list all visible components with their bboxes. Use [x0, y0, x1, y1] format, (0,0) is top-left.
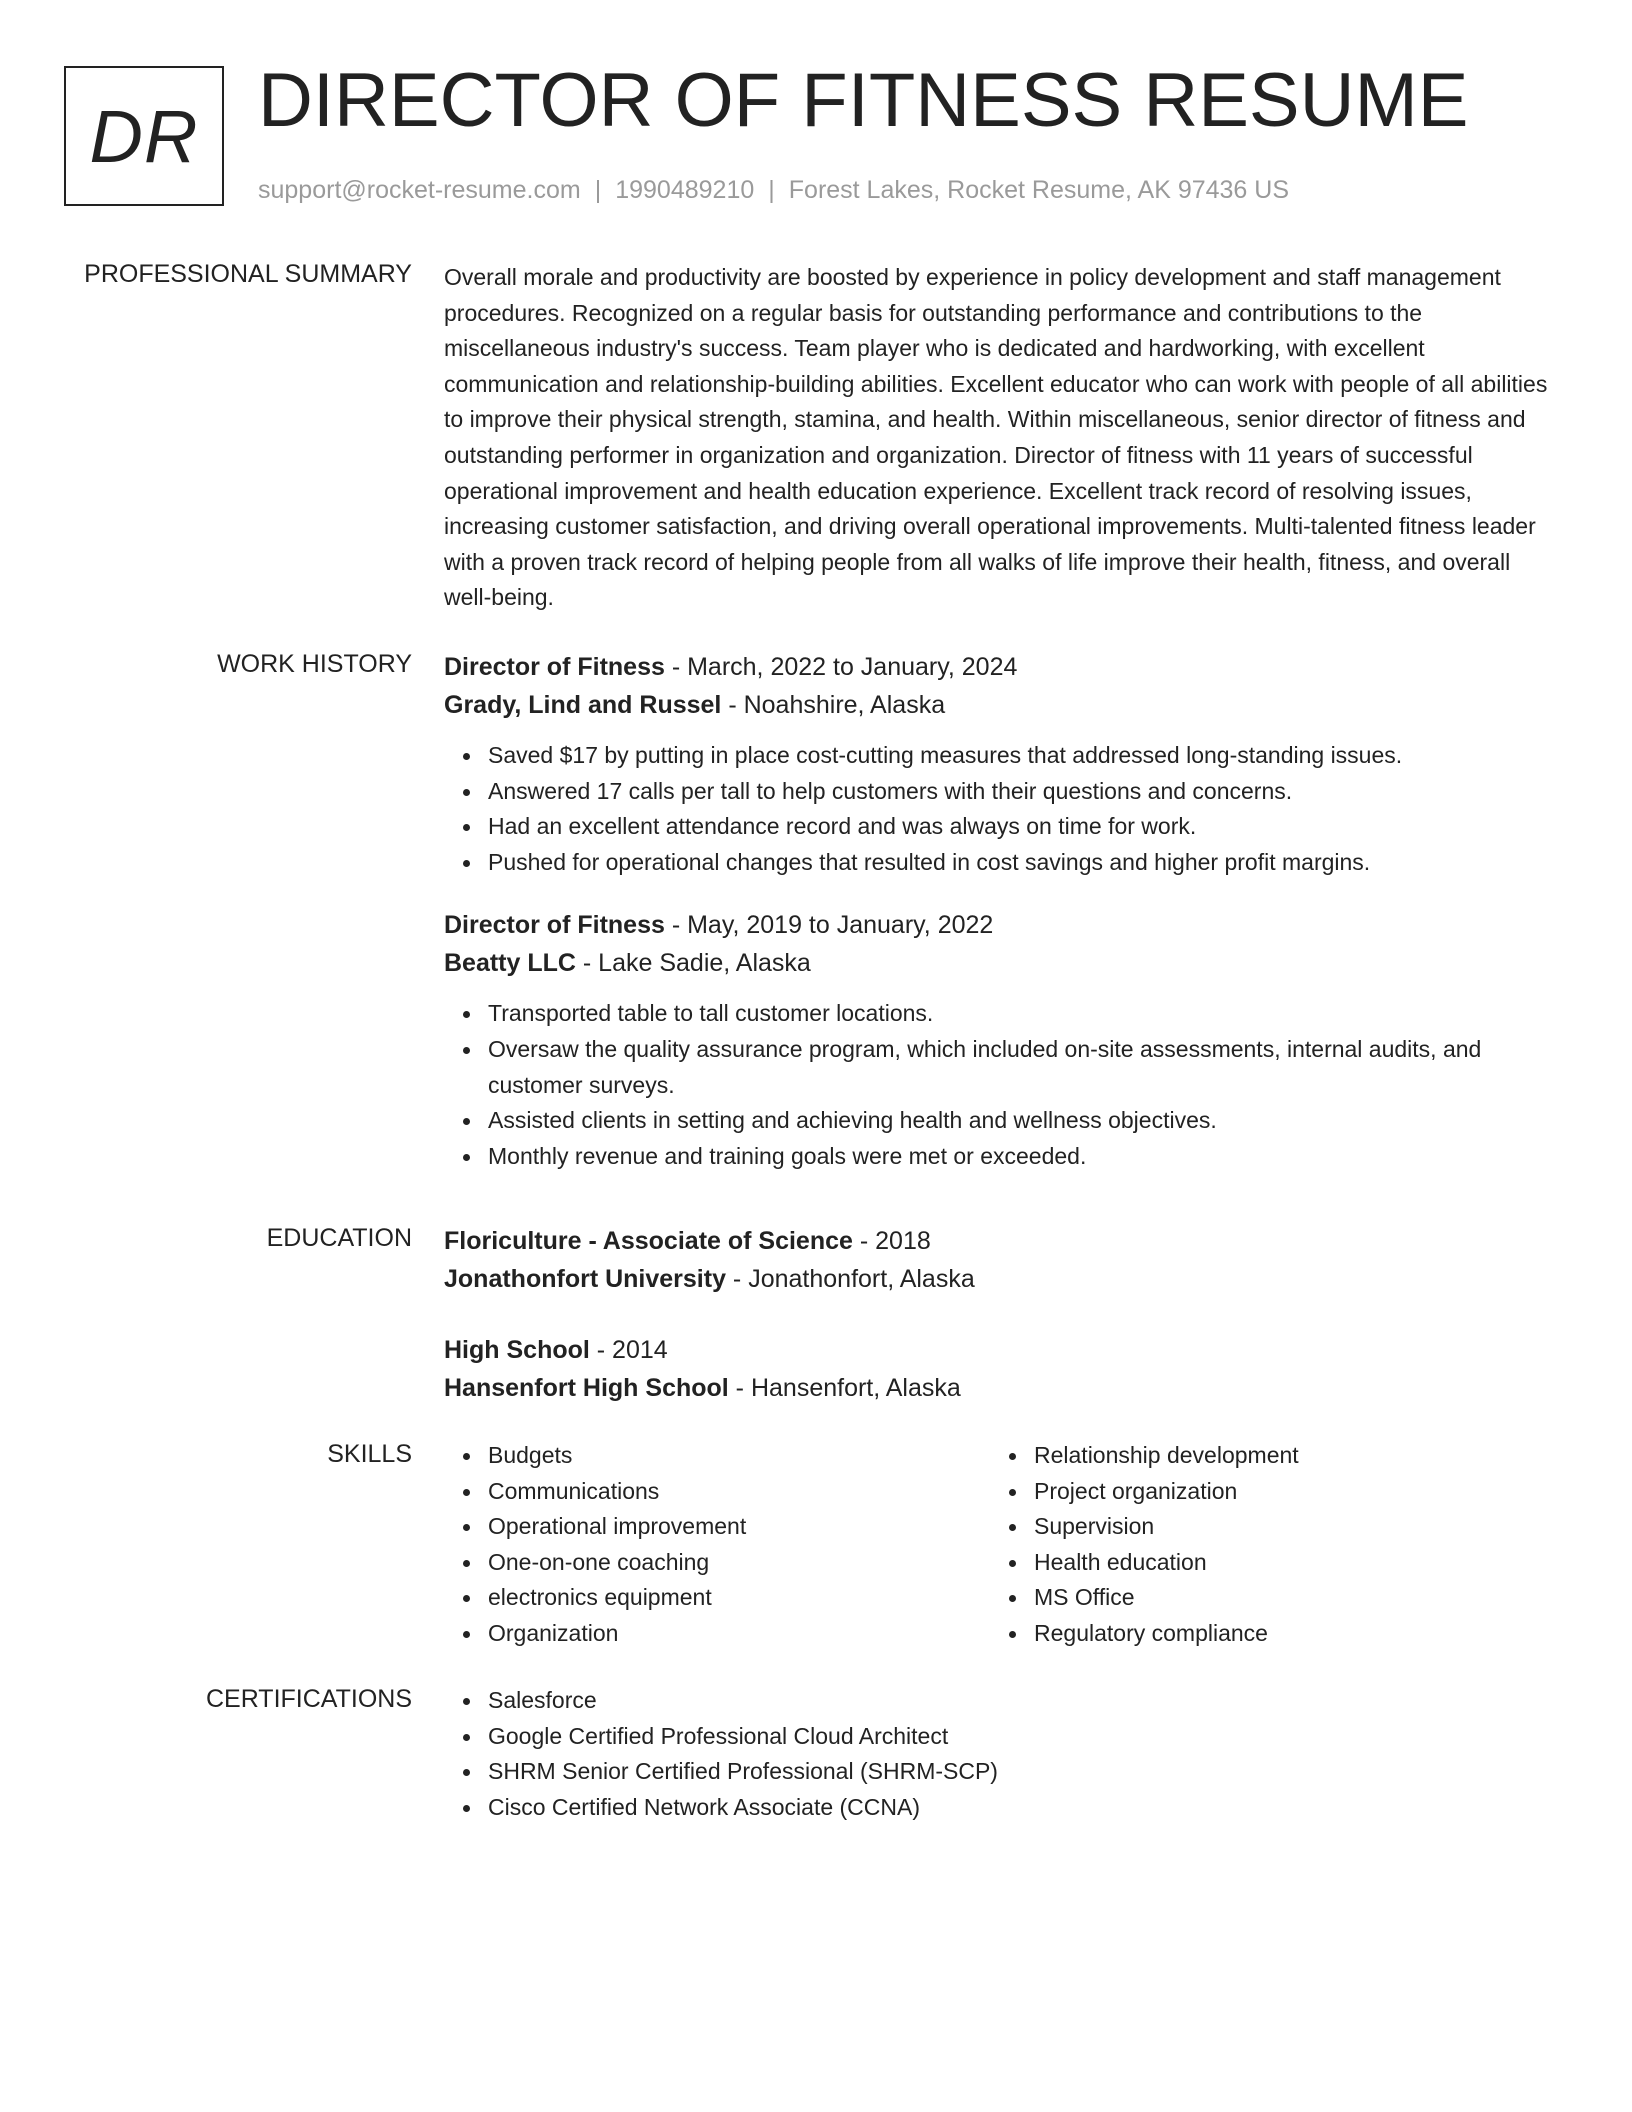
education-school-line — [444, 1369, 1560, 1407]
job-title-line — [444, 648, 1560, 686]
contact-line — [258, 174, 1289, 206]
summary-body — [444, 260, 1560, 616]
job-bullet: Pushed for operational changes that resulted in cost savings and higher profit margins. — [488, 845, 1560, 881]
job-company: Beatty LLC — [444, 949, 576, 978]
education-degree: High School — [444, 1336, 590, 1364]
skills-column-right — [990, 1438, 1536, 1652]
skills-list — [990, 1438, 1536, 1652]
job-bullet: Monthly revenue and training goals were met or exceeded. — [488, 1139, 1560, 1175]
skill-item: MS Office — [1034, 1580, 1536, 1616]
education-degree-line — [444, 1331, 1560, 1369]
job-title: Director of Fitness — [444, 911, 665, 940]
education-degree-line — [444, 1222, 1560, 1260]
certification-item: Cisco Certified Network Associate (CCNA) — [488, 1790, 1560, 1826]
education-location: - Hansenfort, Alaska — [728, 1374, 961, 1402]
education-location: - Jonathonfort, Alaska — [725, 1265, 975, 1293]
job-bullet: Answered 17 calls per tall to help customers with their questions and concerns. — [488, 774, 1560, 810]
job-entry — [444, 648, 1560, 880]
skill-item: Health education — [1034, 1545, 1536, 1581]
skill-item: Relationship development — [1034, 1438, 1536, 1474]
job-location: - Noahshire, Alaska — [721, 691, 946, 719]
education-school-line — [444, 1260, 1560, 1298]
skill-item: Project organization — [1034, 1474, 1536, 1510]
job-bullet: Saved $17 by putting in place cost-cutting measures that addressed long-standing issues. — [488, 738, 1560, 774]
certification-item: Salesforce — [488, 1683, 1560, 1719]
skills-columns — [444, 1438, 1560, 1652]
certification-item: Google Certified Professional Cloud Architect — [488, 1719, 1560, 1755]
job-bullet: Oversaw the quality assurance program, which included on-site assessments, internal audits, and customer surveys. — [488, 1032, 1560, 1103]
skills-column-left — [444, 1438, 990, 1652]
skill-item: One-on-one coaching — [488, 1545, 990, 1581]
section-label-skills: SKILLS — [327, 1440, 412, 1468]
education-school: Hansenfort High School — [444, 1374, 729, 1402]
education-entry — [444, 1331, 1560, 1407]
job-company-line — [444, 944, 1560, 982]
education-school: Jonathonfort University — [444, 1265, 726, 1293]
resume-title: DIRECTOR OF FITNESS RESUME — [258, 58, 1469, 143]
skill-item: Supervision — [1034, 1509, 1536, 1545]
section-label-certifications: CERTIFICATIONS — [205, 1685, 412, 1713]
job-location: - Lake Sadie, Alaska — [575, 949, 811, 978]
section-label-education: EDUCATION — [266, 1224, 412, 1252]
job-bullets — [444, 996, 1560, 1174]
certifications-body — [444, 1683, 1560, 1825]
skill-item: Communications — [488, 1474, 990, 1510]
skill-item: Regulatory compliance — [1034, 1616, 1536, 1652]
job-company: Grady, Lind and Russel — [444, 691, 722, 719]
education-degree: Floriculture - Associate of Science — [444, 1227, 853, 1255]
job-bullet: Assisted clients in setting and achieving health and wellness objectives. — [488, 1103, 1560, 1139]
skill-item: Organization — [488, 1616, 990, 1652]
job-bullet: Transported table to tall customer locations. — [488, 996, 1560, 1032]
skill-item: electronics equipment — [488, 1580, 990, 1616]
job-title: Director of Fitness — [444, 653, 665, 681]
skills-body — [444, 1438, 1560, 1652]
contact-separator: | — [594, 176, 602, 204]
job-company-line — [444, 686, 1560, 724]
education-year: - 2018 — [852, 1227, 931, 1255]
certification-item: SHRM Senior Certified Professional (SHRM-SCP) — [488, 1754, 1560, 1790]
job-dates: - March, 2022 to January, 2024 — [664, 653, 1018, 681]
job-title-line — [444, 906, 1560, 944]
contact-email: support@rocket-resume.com — [258, 176, 581, 204]
certifications-list — [444, 1683, 1560, 1825]
skill-item: Budgets — [488, 1438, 990, 1474]
monogram-box — [64, 66, 224, 206]
education-body — [444, 1222, 1560, 1407]
monogram-initials: DR — [89, 94, 199, 178]
job-bullets — [444, 738, 1560, 880]
contact-phone: 1990489210 — [615, 176, 755, 204]
summary-text: Overall morale and productivity are boosted by experience in policy development and staff management procedures. Recognized on a regular basis for outstanding performance and contributions to the miscellaneous industry's success. Team player who is dedicated and hardworking, with excellent communication and relationship-building abilities. Excellent educator who can work with people of all abilities to improve their physical strength, stamina, and health. Within miscellaneous, senior director of fitness and outstanding performer in organization and organization. Director of fitness with 11 years of successful operational improvement and health education experience. Excellent track record of resolving issues, increasing customer satisfaction, and driving overall operational improvements. Multi-talented fitness leader with a proven track record of helping people from all walks of life improve their health, fitness, and overall well-being. — [444, 264, 1548, 611]
section-label-summary: PROFESSIONAL SUMMARY — [84, 260, 412, 288]
job-dates: - May, 2019 to January, 2022 — [664, 911, 994, 940]
work-history-body — [444, 648, 1560, 1174]
education-entry — [444, 1222, 1560, 1298]
education-year: - 2014 — [589, 1336, 668, 1364]
contact-address: Forest Lakes, Rocket Resume, AK 97436 US — [788, 176, 1290, 204]
skill-item: Operational improvement — [488, 1509, 990, 1545]
job-bullet: Had an excellent attendance record and was always on time for work. — [488, 809, 1560, 845]
skills-list — [444, 1438, 990, 1652]
section-label-work-history: WORK HISTORY — [217, 650, 412, 678]
contact-separator: | — [768, 176, 775, 204]
job-entry — [444, 906, 1560, 1174]
